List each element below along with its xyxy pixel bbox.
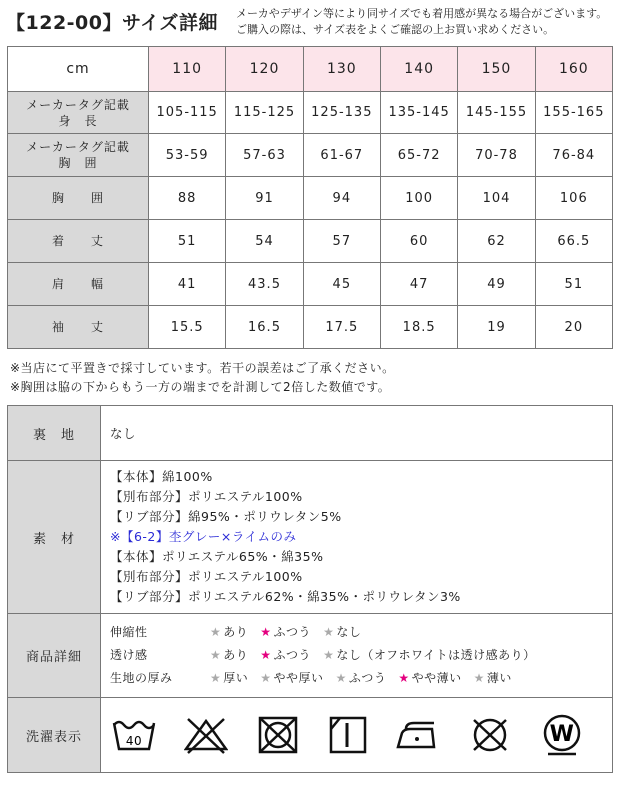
- table-row: 肩 幅 41 43.5 45 47 49 51: [8, 263, 613, 306]
- lining-label: 裏 地: [8, 406, 101, 461]
- star-icon: ★: [210, 671, 222, 685]
- star-icon: ★: [323, 625, 335, 639]
- detail-line: [110, 621, 612, 644]
- detail-line: [110, 667, 612, 690]
- row-header: メーカータグ記載 胸 囲: [8, 134, 149, 177]
- size-header-row: [8, 47, 613, 92]
- detail-option: ★ あり: [210, 625, 249, 639]
- star-icon: ★: [260, 625, 272, 639]
- no-bleach-icon: [184, 715, 228, 755]
- star-icon: ★: [473, 671, 485, 685]
- detail-option: ★ ふつう: [260, 648, 312, 662]
- material-row: [8, 461, 613, 614]
- detail-value: [101, 614, 613, 698]
- detail-label: 商品詳細: [8, 614, 101, 698]
- row-header: 肩 幅: [8, 263, 149, 306]
- unit-cell: cm: [8, 47, 149, 92]
- detail-option: ★ 薄い: [473, 671, 512, 685]
- detail-row: [8, 614, 613, 698]
- detail-line-label: 生地の厚み: [110, 671, 173, 685]
- note-top-2: ご購入の際は、サイズ表をよくご確認の上お買い求めください。: [236, 23, 555, 36]
- detail-option: ★ なし: [323, 625, 362, 639]
- low-iron-icon: [396, 715, 440, 755]
- no-tumble-dry-icon: [256, 715, 300, 755]
- star-icon: ★: [323, 648, 335, 662]
- star-icon: ★: [210, 648, 222, 662]
- wet-clean-icon: [540, 713, 584, 757]
- footnote-1: ※当店にて平置きで採寸しています。若干の誤差はご了承ください。: [10, 361, 395, 375]
- page-title: 【122-00】サイズ詳細: [6, 12, 218, 34]
- detail-option: ★ ふつう: [260, 625, 312, 639]
- lining-value: なし: [101, 406, 613, 461]
- svg-text:W: W: [549, 722, 575, 747]
- size-cell: 140: [380, 47, 457, 92]
- material-label: 素 材: [8, 461, 101, 614]
- no-dry-clean-icon: [468, 715, 512, 755]
- detail-option: ★ やや厚い: [260, 671, 324, 685]
- detail-option: ★ やや薄い: [398, 671, 462, 685]
- row-header: 着 丈: [8, 220, 149, 263]
- table-row: 胸 囲 88 91 94 100 104 106: [8, 177, 613, 220]
- info-table: [7, 405, 613, 773]
- size-cell: 160: [535, 47, 612, 92]
- table-row: 着 丈 51 54 57 60 62 66.5: [8, 220, 613, 263]
- table-row: メーカータグ記載 胸 囲 53-59 57-63 61-67 65-72 70-78 76-84: [8, 134, 613, 177]
- wash-40-icon: [112, 715, 156, 755]
- row-header: 袖 丈: [8, 306, 149, 349]
- star-icon: ★: [260, 648, 272, 662]
- detail-option: ★ ふつう: [335, 671, 387, 685]
- material-value: 【本体】綿100% 【別布部分】ポリエステル100% 【リブ部分】綿95%・ポリウレタン5% ※【6-2】杢グレー×ライムのみ 【本体】ポリエステル65%・綿35% 【別布部分】ポリエステル100% 【リブ部分】ポリエステル62%・綿35%・ポリウレタン3%: [101, 461, 613, 614]
- star-icon: ★: [210, 625, 222, 639]
- detail-option: ★ なし（オフホワイトは透け感あり）: [323, 648, 536, 662]
- star-icon: ★: [335, 671, 347, 685]
- star-icon: ★: [260, 671, 272, 685]
- size-table: [7, 46, 613, 349]
- line-dry-icon: [328, 715, 368, 755]
- material-variant-note: ※【6-2】杢グレー×ライムのみ: [110, 529, 297, 544]
- size-cell: 130: [303, 47, 380, 92]
- detail-line-label: 透け感: [110, 648, 148, 662]
- detail-line: [110, 644, 612, 667]
- table-row: 袖 丈 15.5 16.5 17.5 18.5 19 20: [8, 306, 613, 349]
- table-row: メーカータグ記載 身 長 105-115 115-125 125-135 135-145 145-155 155-165: [8, 92, 613, 134]
- row-header: メーカータグ記載 身 長: [8, 92, 149, 134]
- size-cell: 120: [226, 47, 303, 92]
- row-header: 胸 囲: [8, 177, 149, 220]
- care-row: [8, 698, 613, 773]
- size-cell: 150: [458, 47, 535, 92]
- svg-text:40: 40: [125, 734, 143, 748]
- care-label: 洗濯表示: [8, 698, 101, 773]
- lining-row: [8, 406, 613, 461]
- detail-line-label: 伸縮性: [110, 625, 148, 639]
- star-icon: ★: [398, 671, 410, 685]
- detail-option: ★ 厚い: [210, 671, 249, 685]
- footnote-2: ※胸囲は脇の下からもう一方の端までを計測して2倍した数値です。: [10, 380, 391, 394]
- note-top-1: メーカやデザイン等により同サイズでも着用感が異なる場合がございます。: [236, 7, 608, 20]
- size-cell: 110: [149, 47, 226, 92]
- detail-option: ★ あり: [210, 648, 249, 662]
- care-value: [101, 698, 613, 773]
